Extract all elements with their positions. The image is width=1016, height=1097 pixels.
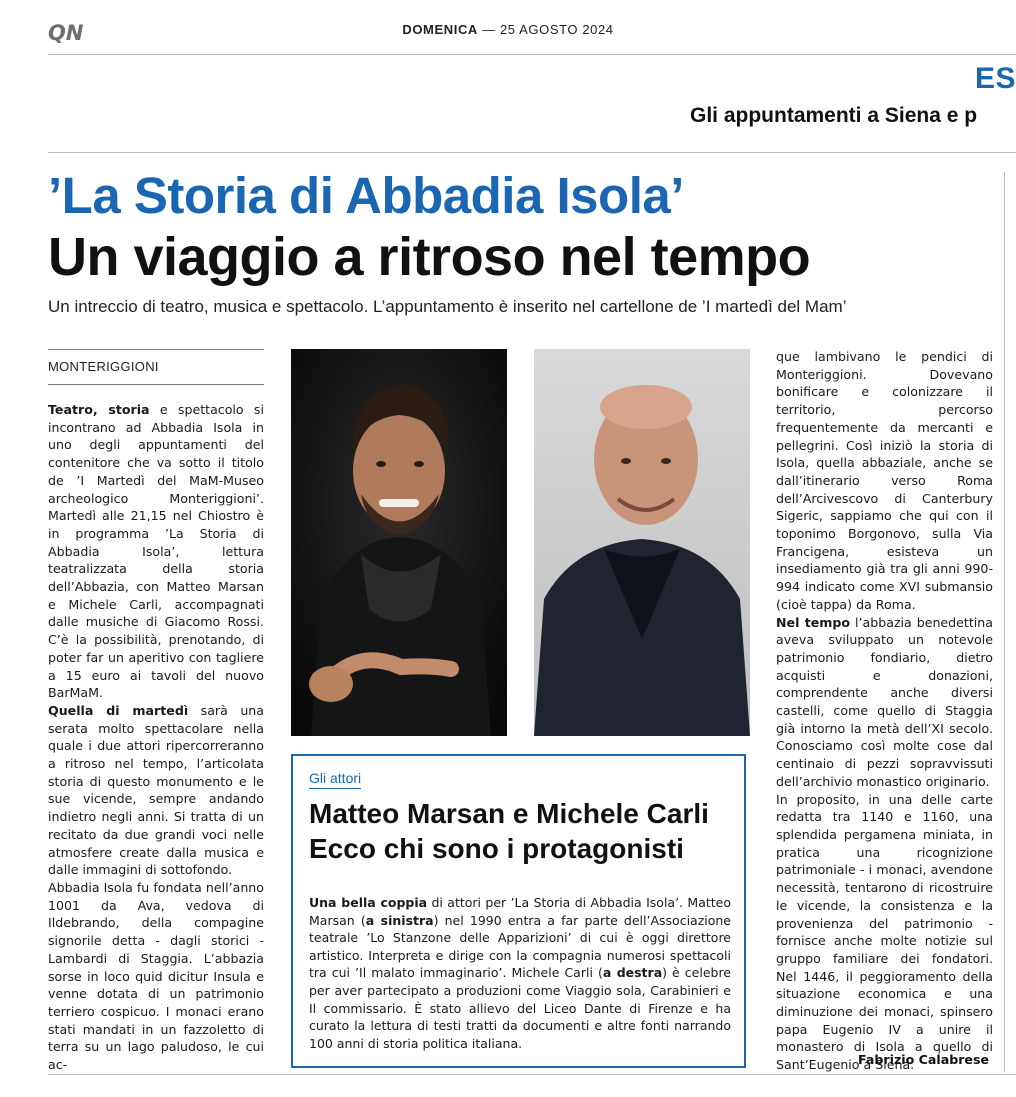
column-divider bbox=[1004, 172, 1005, 1072]
col3-paragraph-3: In proposito, in una delle carte redatta tra 1140 e 1160, una splendida pergamena miniata, in pratica una ricognizione patrimoniale - i monaci, avendone necessità, tentarono di ricostruire le vicende, la consistenza e la provenienza del patrimonio - fornisce anche molte notizie sul gruppo familiare dei fondatori. Nel 1446, il peggioramento della situazione economica e una diminuzione dei monaci, spinsero papa Eugenio IV a unire il monastero di Isola a quello di Sant’Eugenio a Siena. bbox=[776, 791, 993, 1073]
section-rule bbox=[48, 152, 1016, 153]
box-text bbox=[309, 894, 731, 1052]
section-tag: ES bbox=[974, 62, 1016, 95]
box-text-part-1: di attori per ’La Storia di Abbadia Isola’. Matteo Marsan ( bbox=[309, 895, 732, 928]
bottom-rule bbox=[48, 1074, 1016, 1075]
article-kicker: ’La Storia di Abbadia Isola’ bbox=[48, 167, 684, 224]
col1-paragraph-1 bbox=[48, 401, 264, 702]
col3-paragraph-1: que lambivano le pendici di Monteriggioni. Dovevano bonificare e colonizzare il territorio, percorso frequentemente da mercanti e pellegrini. Così iniziò la storia di Isola, quella abbaziale, anche se dall’itinerario verso Roma dell’Arcivescovo di Canterbury Sigeric, sappiamo che qui con il toponimo Borgonovo, sulla Via Francigena, esisteva un insediamento già tra gli anni 990-994 indicato come XVI submansio (cioè tappa) da Roma. bbox=[776, 349, 993, 612]
article-headline: Un viaggio a ritroso nel tempo bbox=[48, 227, 811, 287]
dateline-date: 25 AGOSTO 2024 bbox=[499, 22, 614, 37]
actors-info-box bbox=[291, 754, 746, 1068]
box-title bbox=[309, 796, 709, 866]
location-rule-bottom bbox=[48, 384, 264, 385]
col1-lead-2: Quella di martedì bbox=[48, 702, 189, 718]
location-label: MONTERIGGIONI bbox=[48, 359, 159, 374]
box-title-line-2: Ecco chi sono i protagonisti bbox=[309, 833, 684, 864]
col1-text-1: e spettacolo si incontrano ad Abbadia Isola in uno degli appuntamenti del contenitore che va sotto il titolo de ’I Martedì del MaM-Museo archeologico Monteriggioni’. Martedì alle 21,15 nel Chiostro è in programma ’La Storia di Abbadia Isola’, lettura teatralizzata della storia dell’Abbazia, con Matteo Marsan e Michele Carli, accompagnati dalle musiche di Giacomo Rossi. C’è la possibilità, prenotando, di poter far un aperitivo con tagliere a 15 euro ai tavoli del nuovo BarMaM. bbox=[48, 402, 264, 701]
article-column-1 bbox=[48, 401, 264, 1074]
dateline bbox=[0, 22, 1016, 37]
col1-paragraph-2 bbox=[48, 702, 264, 879]
box-text-part-3: ) è celebre per aver partecipato a produzioni come Viaggio sola, Carabinieri e Il commissario. È stato allievo del Liceo Dante di Firenze e ha curato la lettura di testi tratti da documenti e altre fonti narrando 100 anni di storia politica italiana. bbox=[309, 965, 732, 1051]
box-text-part-2: ) nel 1990 entra a far parte dell’Associazione teatrale ’Lo Stanzone delle Apparizioni’ di cui è oggi direttore artistico. Interpreta e dirige con la compagnia numerosi spettacoli tra cui ’Il malato immaginario’. Michele Carli ( bbox=[309, 912, 732, 981]
photo-matteo-marsan bbox=[291, 349, 507, 736]
col3-paragraph-2 bbox=[776, 614, 993, 791]
box-kicker: Gli attori bbox=[309, 770, 361, 789]
location-rule-top bbox=[48, 349, 264, 350]
col3-lead-2: Nel tempo bbox=[776, 614, 851, 630]
col1-text-2: sarà una serata molto spettacolare nella quale i due attori ripercorreranno a ritroso nel tempo, l’articolata storia di questo monumento e le sue vicende, sempre andando indietro negli anni. Si tratta di un recitato da due grandi voci nelle atmosfere create dalla musica e dalle immagini di sottofondo. bbox=[48, 702, 264, 878]
col1-paragraph-3: Abbadia Isola fu fondata nell’anno 1001 da Ava, vedova di Ildebrando, della compagine signorile detta - dagli storici - Lambardi di Staggia. L’abbazia sorse in loco quid dicitur Insula e venne dotata di un patrimonio terriero cospicuo. I monaci erano stati mandati in un fazzoletto di terra su un lago paludoso, le cui ac- bbox=[48, 879, 264, 1073]
dateline-separator: — bbox=[482, 22, 496, 37]
col1-lead-1: Teatro, storia bbox=[48, 402, 150, 417]
box-title-line-1: Matteo Marsan e Michele Carli bbox=[309, 798, 709, 829]
logo-text: QN bbox=[48, 22, 84, 44]
byline: Fabrizio Calabrese bbox=[858, 1052, 989, 1067]
box-lead: Una bella coppia bbox=[309, 895, 428, 910]
box-left-note: a sinistra bbox=[365, 912, 434, 928]
col3-text-2: l’abbazia benedettina aveva sviluppato un notevole patrimonio fondiario, dietro acquisti e donazioni, comprendente anche diversi castelli, come quello di Staggia già intorno la metà dell’XI secolo. Conosciamo così molte cose dal centinaio di pezzi sopravvissuti dell’archivio monastico originario. bbox=[776, 614, 993, 789]
box-right-note: a destra bbox=[602, 965, 663, 981]
masthead-rule bbox=[48, 54, 1016, 55]
section-subtitle: Gli appuntamenti a Siena e p bbox=[690, 104, 978, 127]
article-subheadline: Un intreccio di teatro, musica e spettacolo. L’appuntamento è inserito nel cartellone de ’I martedì del Mam’ bbox=[48, 297, 847, 316]
article-column-3 bbox=[776, 348, 993, 1074]
photo-michele-carli bbox=[534, 349, 750, 736]
dateline-day: DOMENICA bbox=[402, 22, 478, 37]
